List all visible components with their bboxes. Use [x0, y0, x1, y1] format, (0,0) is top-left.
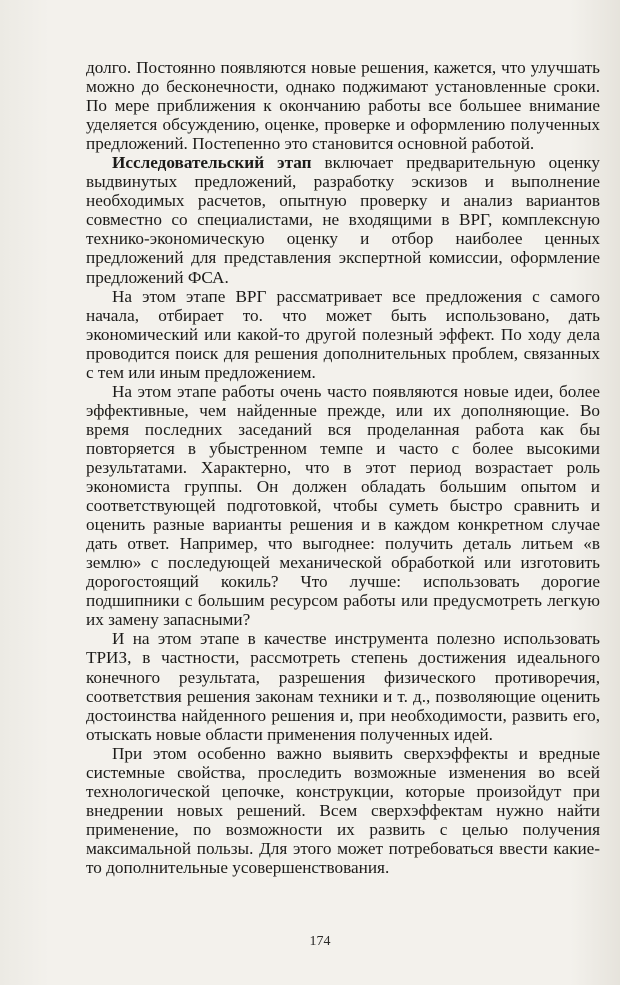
paragraph-2	[86, 153, 600, 286]
paragraph-2-text: включает предварительную оценку выдвинутых предложений, разработку эскизов и выполнение необходимых расчетов, опытную проверку и анализ вариантов совместно со специалистами, не входящими в ВРГ, комплексную технико-экономическую оценку и отбор наиболее ценных предложений для представления экспертной комиссии, оформление предложений ФСА.	[86, 153, 600, 287]
page-number: 174	[309, 934, 331, 949]
paragraph-1	[86, 58, 600, 153]
paragraph-1-text: долго. Постоянно появляются новые решения, кажется, что улучшать можно до бесконечности, однако поджимают установленные сроки. По мере приближения к окончанию работы все большее внимание уделяется обсуждению, оценке, проверке и оформлению полученных предложений. Постепенно это становится основной работой.	[86, 58, 600, 154]
body-text	[86, 58, 600, 877]
section-term-research-stage: Исследовательский этап	[112, 153, 312, 173]
paragraph-5	[86, 629, 600, 743]
paragraph-5-text: И на этом этапе в качестве инструмента полезно использовать ТРИЗ, в частности, рассмотреть степень достижения идеального конечного результата, разрешения физического противоречия, соответствия решения законам техники и т. д., позволяющие оценить достоинства найденного решения и, при необходимости, развить его, отыскать новые области применения полученных идей.	[86, 629, 600, 744]
paragraph-4	[86, 382, 600, 630]
paragraph-3	[86, 287, 600, 382]
paragraph-3-text: На этом этапе ВРГ рассматривает все предложения с самого начала, отбирает то. что может быть использовано, дать экономический или какой-то другой полезный эффект. По ходу дела проводится поиск для решения дополнительных проблем, связанных с тем или иным предложением.	[86, 286, 600, 382]
paragraph-6-text: При этом особенно важно выявить сверхэффекты и вредные системные свойства, проследить возможные изменения во всей технологической цепочке, конструкции, которые произойдут при внедрении новых решений. Всем сверхэффектам нужно найти применение, по возможности их развить с целью получения максимальной пользы. Для этого может потребоваться ввести какие-то дополнительные усовершенствования.	[86, 743, 600, 877]
paragraph-4-text: На этом этапе работы очень часто появляются новые идеи, более эффективные, чем найденные прежде, или их дополняющие. Во время последних заседаний вся проделанная работа как бы повторяется в убыстренном темпе и часто с более высокими результатами. Характерно, что в этот период возрастает роль экономиста группы. Он должен обладать большим опытом и соответствующей подготовкой, чтобы суметь быстро сравнить и оценить разные варианты решения и в каждом конкретном случае дать ответ. Например, что выгоднее: получить деталь литьем «в землю» с последующей механической обработкой или изготовить дорогостоящий кокиль? Что лучше: использовать дорогие подшипники с большим ресурсом работы или предусмотреть легкую их замену запасными?	[86, 381, 600, 630]
paragraph-6	[86, 744, 600, 877]
